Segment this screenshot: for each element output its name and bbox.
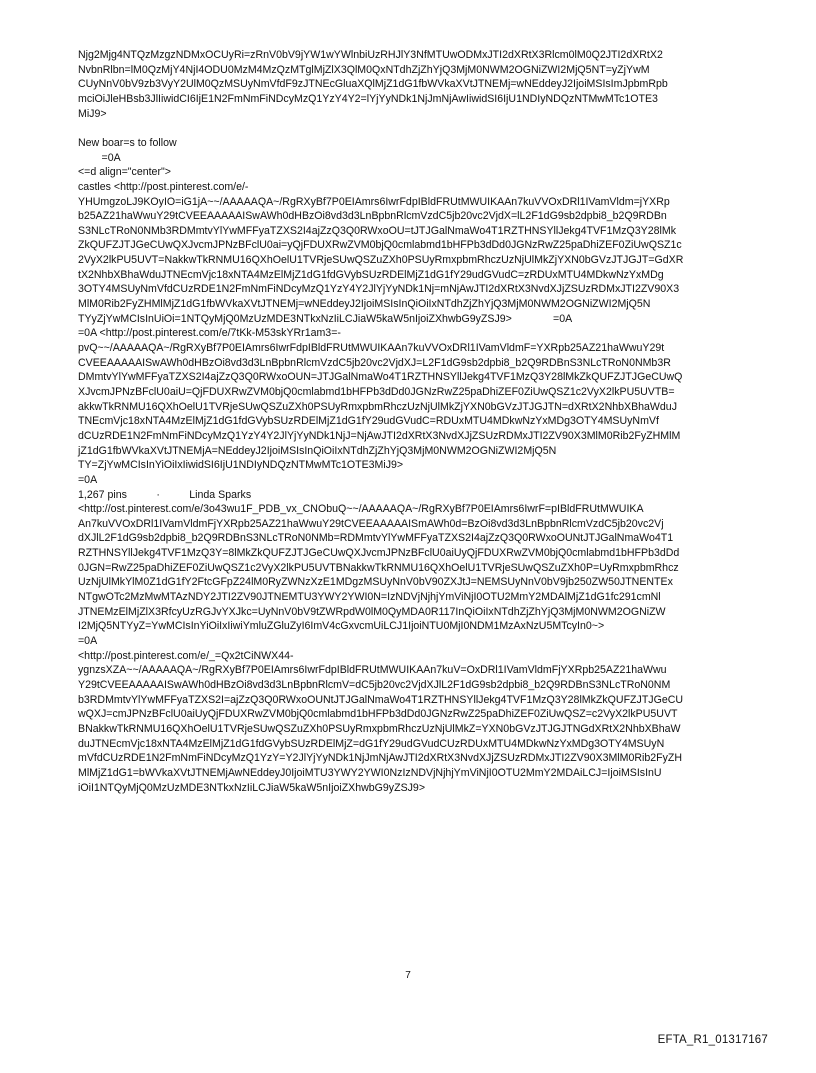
text-line: 0JGN=RwZ25paDhiZEF0ZiUwQSZ1c2VyX2lkPU5UVTBNakkwTkRNMU16QXhOelU1TVRjeSUwQSZuZXh0P=UyRmxpbmRhcz xyxy=(78,561,679,574)
text-line: I2MjQ5NTYyZ=YwMCIsInYiOiIxIiwiYmluZGluZyI6ImV4cGxvcmUiLCJ1IjoiNTU0MjI0NDM1MzAxNzU5MTcyIn0~> xyxy=(78,620,605,633)
text-line: Y29tCVEEAAAAAISwAWh0dHBzOi8vd3d3LnBpbnRlcmV=dC5jb20vc2VjdXJlL2F1dG9sb2dpbi8_b2Q9RDBnS3NLcTRoN0NM xyxy=(78,678,671,691)
text-line: <http://post.pinterest.com/e/_=Qx2tCiNWX44- xyxy=(78,649,294,662)
text-line: <http://ost.pinterest.com/e/3o43wu1F_PDB_vx_CNObuQ~~/AAAAAQA~/RgRXyBf7P0EIAmrs6IwrF=pIBldFRUtMWUIKA xyxy=(78,503,644,516)
text-line: YHUmgzoLJ9KOyIO=iG1jA~~/AAAAAQA~/RgRXyBf7P0EIAmrs6IwrFdpIBldFRUtMWUIKAAn7kuVVOxDRl1IVamVldm=jYXRp xyxy=(78,195,670,208)
text-line: akkwTkRNMU16QXhOelU1TVRjeSUwQSZuZXh0PSUyRmxpbmRhczUzNjUlMkZjYXN0bGVzJTJGJTN=dXRtX2NhbXBhaWduJ xyxy=(78,400,677,413)
text-line: duJTNEcmVjc18xNTA4MzElMjZ1dG1fdGVybSUzRDElMjZ=dG1fY29udGVudCUzRDUxMTU4MDkwNzYxMDg3OTY4MSUyN xyxy=(78,737,665,750)
text-line: An7kuVVOxDRl1IVamVldmFjYXRpb25AZ21haWwuY29tCVEEAAAAAISmAWh0d=BzOi8vd3d3LnBpbnRlcmVzdC5jb20vc2Vj xyxy=(78,517,664,530)
text-line: jZ1dG1fbWVkaXVtJTNEMjA=NEddeyJ2IjoiMSIsInQiOiIxNTdhZjZhYjQ3MjM0NWM2OGNiZWI2MjQ5N xyxy=(78,444,557,457)
text-line: =0A xyxy=(78,151,121,164)
text-line: =0A xyxy=(78,473,98,486)
text-line: MiJ9> xyxy=(78,107,107,120)
text-line: b3RDMmtvYlYwMFFyaTZXS2I=ajZzQ3Q0RWxoOUNtJTJGalNmaWo4T1RZTHNSYllJekg4TVF1MzQ3Y28lMkZkQUFZJTJGeCU xyxy=(78,693,684,706)
text-line: CUyNnV0bV9zb3VyY2UlM0QzMSUyNmVfdF9zJTNEcGluaXQlMjZ1dG1fbWVkaXVtJTNEMj=wNEddeyJ2IjoiMSIsImJpbmRpb xyxy=(78,78,668,91)
text-line: NvbnRlbn=lM0QzMjY4NjI4ODU0MzM4MzQzMTglMjZlX3QlM0QxNTdhZjZhYjQ3MjM0NWM2OGNiZWI2MjQ5NT=yZjYwM xyxy=(78,63,650,76)
text-line: wQXJ=cmJPNzBFclU0aiUyQjFDUXRwZVM0bjQ0cmlabmd1bHFPb3dDd0JGNzRwZ25paDhiZEF0ZiUwQSZ=c2VyX2lkPU5UVT xyxy=(78,708,678,721)
text-line: RZTHNSYllJekg4TVF1MzQ3Y=8lMkZkQUFZJTJGeCUwQXJvcmJPNzBFclU0aiUyQjFDUXRwZVM0bjQ0cmlabmd1bHFPb3dDd xyxy=(78,547,680,560)
text-line: CVEEAAAAAISwAWh0dHBzOi8vd3d3LnBpbnRlcmVzdC5jb20vc2VjdXJ=L2F1dG9sb2dpbi8_b2Q9RDBnS3NLcTRoN0NMb3R xyxy=(78,356,671,369)
text-line: TYyZjYwMCIsInUiOi=1NTQyMjQ0MzUzMDE3NTkxNzIiLCJiaW5kaW5nIjoiZXhwbG9yZSJ9> =0A xyxy=(78,312,573,325)
text-line: =0A xyxy=(78,635,98,647)
text-line: XJvcmJPNzBFclU0aiU=QjFDUXRwZVM0bjQ0cmlabmd1bHFPb3dDd0JGNzRwZ25paDhiZEF0ZiUwQSZ1c2VyX2lkPU5UVTB= xyxy=(78,385,675,398)
text-line: Njg2Mjg4NTQzMzgzNDMxOCUyRi=zRnV0bV9jYW1wYWlnbiUzRHJlY3NfMTUwODMxJTI2dXRtX3Rlcm0lM0Q2JTI2dXRtX2 xyxy=(78,49,663,61)
text-line: mciOiJleHBsb3JlIiwidCI6IjE1N2FmNmFiNDcyMzQ1YzY4Y2=lYjYyNDk1NjJmNjAwIiwidSI6IjU1NDIyNDQzNTMwMTc1OTE3 xyxy=(78,92,658,105)
text-line: MlM0Rib2FyZHMlMjZ1dG1fbWVkaXVtJTNEMj=wNEddeyJ2IjoiMSIsInQiOiIxNTdhZjZhYjQ3MjM0NWM2OGNiZWI2MjQ5N xyxy=(78,298,651,311)
text-line: b25AZ21haWwuY29tCVEEAAAAAISwAWh0dHBzOi8vd3d3LnBpbnRlcmVzdC5jb20vc2VjdX=lL2F1dG9sb2dpbi8_b2Q9RDBn xyxy=(78,210,667,223)
text-line: TNEcmVjc18xNTA4MzElMjZ1dG1fdGVybSUzRDElMjZ1dG1fY29udGVudC=RDUxMTU4MDkwNzYxMDg3OTY4MSUyNmVf xyxy=(78,415,659,428)
text-line: TY=ZjYwMCIsInYiOiIxIiwidSI6IjU1NDIyNDQzNTMwMTc1OTE3MiJ9> xyxy=(78,459,404,472)
text-line: 2VyX2lkPU5UVT=NakkwTkRNMU16QXhOelU1TVRjeSUwQSZuZXh0PSUyRmxpbmRhczUzNjUlMkZjYXN0bGVzJTJGJT=GdXR xyxy=(78,254,684,267)
text-line: ygnzsXZA~~/AAAAAQA~/RgRXyBf7P0EIAmrs6IwrFdpIBldFRUtMWUIKAAn7kuV=OxDRl1IVamVldmFjYXRpb25AZ21haWwu xyxy=(78,664,667,677)
document-id: EFTA_R1_01317167 xyxy=(657,1034,768,1046)
text-line: dCUzRDE1N2FmNmFiNDcyMzQ1YzY4Y2JlYjYyNDk1NjJ=NjAwJTI2dXRtX3NvdXJjZSUzRDMxJTI2ZV90X3MlM0Rib2FyZHMlM xyxy=(78,429,681,442)
text-line: ZkQUFZJTJGeCUwQXJvcmJPNzBFclU0ai=yQjFDUXRwZVM0bjQ0cmlabmd1bHFPb3dDd0JGNzRwZ25paDhiZEF0ZiUwQSZ1c xyxy=(78,239,682,252)
text-line: tX2NhbXBhaWduJTNEcmVjc18xNTA4MzElMjZ1dG1fdGVybSUzRDElMjZ1dG1fY29udGVudC=zRDUxMTU4MDkwNzYxMDg xyxy=(78,268,664,281)
text-line: dXJlL2F1dG9sb2dpbi8_b2Q9RDBnS3NLcTRoN0NMb=RDMmtvYlYwMFFyaTZXS2I4ajZzQ3Q0RWxoOUNtJTJGalNmaWo4T1 xyxy=(78,532,674,545)
text-line: BNakkwTkRNMU16QXhOelU1TVRjeSUwQSZuZXh0PSUyRmxpbmRhczUzNjUlMkZ=YXN0bGVzJTJGJTNGdXRtX2NhbXBhaW xyxy=(78,722,681,735)
text-line: MlMjZ1dG1=bWVkaXVtJTNEMjAwNEddeyJ0IjoiMTU3YWY2YWI0NzIzNDVjNjhjYmViNjI0OTU2MmY2MDAiLCJ=IjoiMSIsInU xyxy=(78,766,662,779)
text-line: 3OTY4MSUyNmVfdCUzRDE1N2FmNmFiNDcyMzQ1YzY4Y2JlYjYyNDk1Nj=mNjAwJTI2dXRtX3NvdXJjZSUzRDMxJTI2ZV90X3 xyxy=(78,283,680,296)
text-line: UzNjUlMkYlM0Z1dG1fY2FtcGFpZ24lM0RyZWNzXzE1MDgzMSUyNnV0bV90ZXJtJ=NEMSUyNnV0bV9jb250ZW50JTNENTEx xyxy=(78,576,673,589)
text-line: 1,267 pins · Linda Sparks xyxy=(78,488,252,501)
text-line: DMmtvYlYwMFFyaTZXS2I4ajZzQ3Q0RWxoOUN=JTJGalNmaWo4T1RZTHNSYllJekg4TVF1MzQ3Y28lMkZkQUFZJTJGeCUwQ xyxy=(78,371,683,384)
text-line: S3NLcTRoN0NMb3RDMmtvYlYwMFFyaTZXS2I4ajZzQ3Q0RWxoOU=tJTJGalNmaWo4T1RZTHNSYllJekg4TVF1MzQ3Y28lMk xyxy=(78,224,676,237)
text-line: mVfdCUzRDE1N2FmNmFiNDcyMzQ1YzY=Y2JlYjYyNDk1NjJmNjAwJTI2dXRtX3NvdXJjZSUzRDMxJTI2ZV90X3MlM0Rib2FyZH xyxy=(78,752,683,765)
text-line: <=d align="center"> xyxy=(78,166,171,179)
text-line: =0A <http://post.pinterest.com/e/7tKk-M53skYRr1am3=- xyxy=(78,327,341,340)
text-line: castles <http://post.pinterest.com/e/- xyxy=(78,180,249,193)
page-number: 7 xyxy=(405,970,411,981)
text-line: NTgwOTc2MzMwMTAzNDY2JTI2ZV90JTNEMTU3YWY2YWI0N=IzNDVjNjhjYmViNjI0OTU2MmY2MDAlMjZ1dG1fc291cmNl xyxy=(78,591,661,604)
text-line: New boar=s to follow xyxy=(78,136,177,149)
text-line: JTNEMzElMjZlX3RfcyUzRGJvYXJkc=UyNnV0bV9tZWRpdW0lM0QyMDA0R117InQiOiIxNTdhZjZhYjQ3MjM0NWM2OGNiZW xyxy=(78,605,666,618)
text-line: pvQ~~/AAAAAQA~/RgRXyBf7P0EIAmrs6IwrFdpIBldFRUtMWUIKAAn7kuVVOxDRl1IVamVldmF=YXRpb25AZ21haWwuY29t xyxy=(78,342,665,354)
text-line: iOiI1NTQyMjQ0MzUzMDE3NTkxNzIiLCJiaW5kaW5nIjoiZXhwbG9yZSJ9> xyxy=(78,781,426,794)
